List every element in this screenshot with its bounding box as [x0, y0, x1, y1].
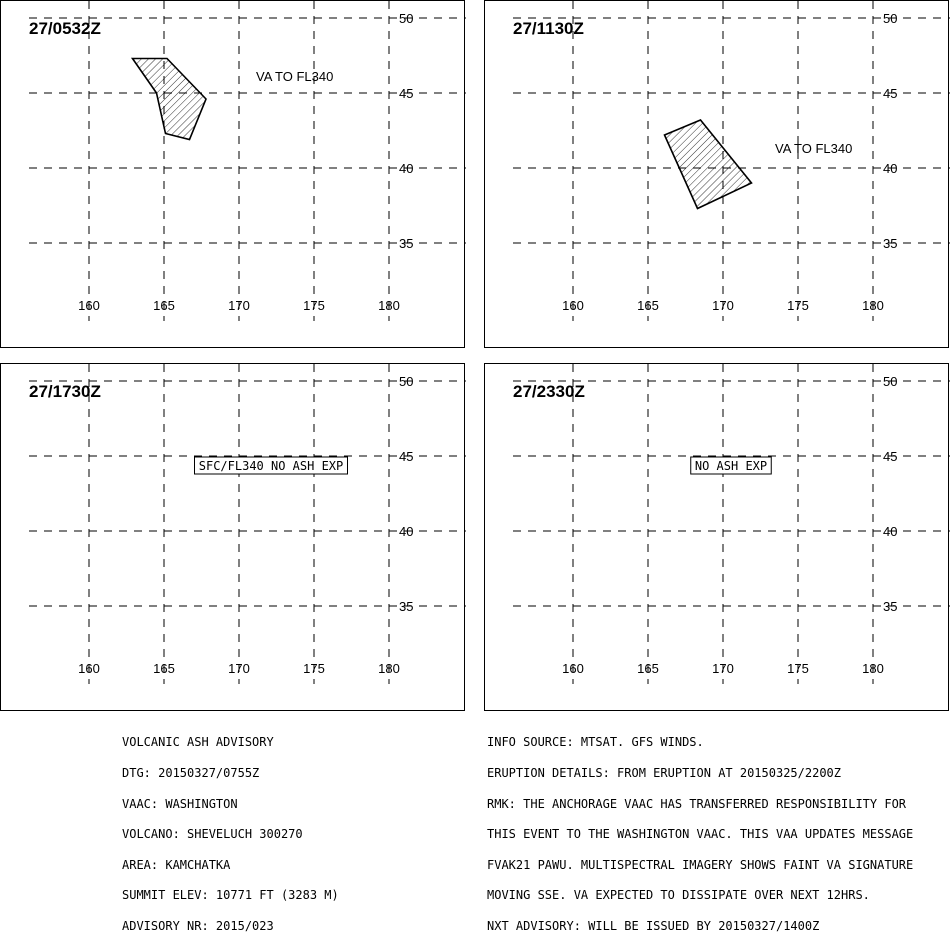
lat-tick-label: 35 — [399, 599, 414, 614]
remarks-line: RMK: THE ANCHORAGE VAAC HAS TRANSFERRED RESPONSIBILITY FOR — [487, 796, 907, 811]
panel-time-label: 27/1730Z — [29, 382, 101, 401]
lon-tick-label: 180 — [378, 298, 400, 313]
lat-tick-label: 45 — [399, 449, 414, 464]
panel-time-label: 27/2330Z — [513, 382, 585, 401]
map-svg-1 — [1, 1, 466, 349]
lon-tick-label: 170 — [712, 661, 734, 676]
map-svg-2 — [485, 1, 950, 349]
lat-tick-label: 40 — [399, 524, 414, 539]
lon-tick-label: 160 — [78, 298, 100, 313]
forecast-panel-1 — [0, 0, 465, 348]
ash-top-label: VA TO FL340 — [775, 141, 853, 156]
advisory-remarks-block — [487, 717, 913, 941]
remarks-line: INFO SOURCE: MTSAT. GFS WINDS. — [487, 735, 704, 750]
advisory-line: ADVISORY NR: 2015/023 — [122, 918, 274, 933]
lat-tick-label: 50 — [399, 11, 414, 26]
advisory-line: AREA: KAMCHATKA — [122, 857, 231, 872]
lon-tick-label: 180 — [378, 661, 400, 676]
lon-tick-label: 170 — [228, 661, 250, 676]
map-svg-4 — [485, 364, 950, 712]
lon-tick-label: 175 — [303, 298, 325, 313]
lat-tick-label: 35 — [883, 236, 898, 251]
advisory-line: VAAC: WASHINGTON — [122, 796, 238, 811]
ash-cloud-polygon — [133, 59, 207, 140]
lat-tick-label: 45 — [883, 86, 898, 101]
lat-tick-label: 40 — [399, 161, 414, 176]
forecast-panel-3 — [0, 363, 465, 711]
lat-tick-label: 40 — [883, 524, 898, 539]
lon-tick-label: 170 — [228, 298, 250, 313]
lon-tick-label: 160 — [562, 298, 584, 313]
lon-tick-label: 160 — [78, 661, 100, 676]
forecast-panel-4 — [484, 363, 949, 711]
lon-tick-label: 180 — [862, 298, 884, 313]
lat-tick-label: 50 — [883, 11, 898, 26]
advisory-header-block — [122, 717, 339, 941]
map-svg-3 — [1, 364, 466, 712]
panel-time-label: 27/0532Z — [29, 19, 101, 38]
advisory-line: SUMMIT ELEV: 10771 FT (3283 M) — [122, 888, 339, 903]
no-ash-label: SFC/FL340 NO ASH EXP — [198, 459, 344, 473]
advisory-line: VOLCANO: SHEVELUCH 300270 — [122, 827, 303, 842]
lat-tick-label: 50 — [399, 374, 414, 389]
lon-tick-label: 165 — [637, 661, 659, 676]
lon-tick-label: 160 — [562, 661, 584, 676]
lon-tick-label: 165 — [637, 298, 659, 313]
remarks-line: ERUPTION DETAILS: FROM ERUPTION AT 20150325/2200Z — [487, 766, 842, 780]
lat-tick-label: 45 — [883, 449, 898, 464]
lon-tick-label: 175 — [787, 298, 809, 313]
advisory-line: DTG: 20150327/0755Z — [122, 766, 260, 780]
lon-tick-label: 180 — [862, 661, 884, 676]
ash-cloud-polygon — [665, 120, 752, 209]
lon-tick-label: 175 — [303, 661, 325, 676]
advisory-line: VOLCANIC ASH ADVISORY — [122, 735, 274, 750]
remarks-line: THIS EVENT TO THE WASHINGTON VAAC. THIS VAA UPDATES MESSAGE — [487, 827, 914, 842]
forecast-panel-2 — [484, 0, 949, 348]
remarks-line: MOVING SSE. VA EXPECTED TO DISSIPATE OVER NEXT 12HRS. — [487, 888, 870, 903]
lat-tick-label: 35 — [399, 236, 414, 251]
lon-tick-label: 165 — [153, 661, 175, 676]
lat-tick-label: 45 — [399, 86, 414, 101]
lat-tick-label: 35 — [883, 599, 898, 614]
panel-time-label: 27/1130Z — [513, 19, 584, 38]
lon-tick-label: 175 — [787, 661, 809, 676]
no-ash-label: NO ASH EXP — [694, 459, 768, 473]
remarks-line: NXT ADVISORY: WILL BE ISSUED BY 20150327/1400Z — [487, 918, 820, 933]
lon-tick-label: 165 — [153, 298, 175, 313]
remarks-line: FVAK21 PAWU. MULTISPECTRAL IMAGERY SHOWS FAINT VA SIGNATURE — [487, 857, 914, 872]
lat-tick-label: 50 — [883, 374, 898, 389]
lon-tick-label: 170 — [712, 298, 734, 313]
lat-tick-label: 40 — [883, 161, 898, 176]
ash-top-label: VA TO FL340 — [256, 69, 334, 84]
